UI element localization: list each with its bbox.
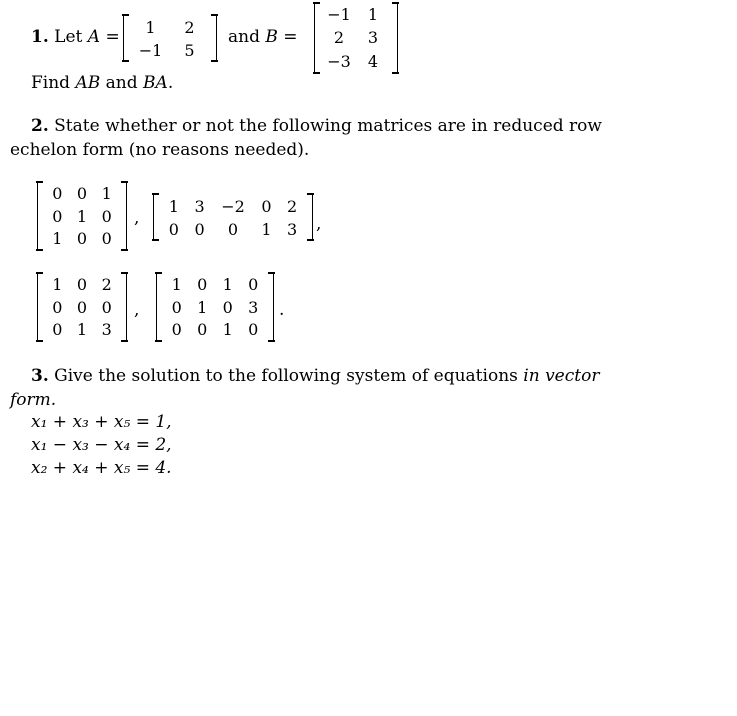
problem-1-and-b	[228, 27, 298, 47]
rref-matrix-1	[37, 181, 127, 251]
matrix-cell: 0	[248, 320, 259, 340]
matrix-cell: 2	[184, 18, 195, 37]
matrix-cell: 0	[227, 219, 239, 239]
matrix-cell: 0	[101, 229, 112, 249]
matrix-cell: 0	[76, 184, 88, 203]
rref-matrix-2	[153, 193, 313, 241]
matrix-cell: −3	[327, 51, 351, 71]
problem-1-intro: Let	[54, 27, 83, 47]
and-text: and	[228, 27, 260, 47]
matrix-cell: 0	[101, 297, 112, 317]
matrix-cell: 0	[168, 219, 179, 239]
matrix-cell: 0	[76, 297, 88, 317]
ab-product: AB	[75, 73, 101, 93]
problem-1-statement	[31, 27, 120, 47]
matrix-cell: 0	[52, 297, 63, 317]
matrix-cell: −2	[221, 197, 245, 216]
matrix-cell: 1	[145, 18, 156, 37]
matrix-cell: 0	[197, 275, 208, 294]
problem-2-text: State whether or not the following matrices are in reduced row	[54, 116, 602, 136]
matrix-b-label: B	[265, 27, 278, 47]
matrix-cell: 1	[101, 184, 112, 203]
rref-matrix-3	[37, 272, 127, 342]
separator-2: ,	[316, 214, 322, 234]
problem-3-line-2: form.	[10, 390, 57, 410]
matrix-a	[123, 14, 217, 62]
problem-1-number: 1.	[31, 27, 49, 47]
matrix-cell: 1	[261, 219, 272, 239]
problem-1-find	[31, 73, 173, 93]
matrix-cell: 1	[76, 320, 88, 340]
matrix-cell: 0	[222, 297, 233, 317]
matrix-b	[314, 2, 398, 74]
matrix-cell: 1	[76, 206, 88, 226]
matrix-cell: 0	[76, 275, 88, 294]
matrix-cell: 3	[367, 28, 379, 48]
matrix-a-label: A	[87, 27, 101, 47]
matrix-cell: 0	[52, 206, 63, 226]
find-text: Find	[31, 73, 71, 93]
matrix-cell: 4	[367, 51, 379, 71]
matrix-cell: 3	[194, 197, 205, 216]
problem-3-line-1	[31, 366, 599, 386]
problem-2-line-1	[31, 116, 602, 136]
equation-1: x₁ + x₃ + x₅ = 1,	[31, 412, 172, 432]
matrix-cell: 5	[184, 40, 195, 60]
matrix-cell: 1	[222, 275, 233, 294]
matrix-cell: 2	[101, 275, 112, 294]
find-period: .	[167, 73, 174, 93]
equals-sign: =	[105, 27, 120, 47]
matrix-cell: 3	[287, 219, 298, 239]
ba-product: BA	[143, 73, 168, 93]
matrix-cell: 1	[52, 229, 63, 249]
separator-4: .	[279, 300, 285, 320]
problem-2-line-2: echelon form (no reasons needed).	[10, 140, 310, 160]
matrix-cell: 0	[171, 320, 182, 340]
matrix-cell: 3	[248, 297, 259, 317]
find-and: and	[105, 73, 138, 93]
separator-3: ,	[134, 300, 140, 320]
matrix-cell: 0	[194, 219, 205, 239]
matrix-cell: 2	[333, 28, 345, 48]
matrix-cell: 1	[197, 297, 208, 317]
matrix-cell: 0	[52, 184, 63, 203]
rref-matrix-4	[156, 272, 274, 342]
problem-2-number: 2.	[31, 116, 49, 136]
matrix-cell: 1	[367, 5, 379, 24]
matrix-cell: −1	[138, 40, 163, 60]
equation-3: x₂ + x₄ + x₅ = 4.	[31, 458, 172, 478]
matrix-cell: 1	[171, 275, 182, 294]
problem-3-emphasis: in vector	[523, 366, 600, 386]
problem-3-number: 3.	[31, 366, 49, 386]
matrix-cell: 0	[248, 275, 259, 294]
matrix-cell: 1	[222, 320, 233, 340]
matrix-cell: 3	[101, 320, 112, 340]
matrix-cell: 0	[171, 297, 182, 317]
matrix-cell: 0	[101, 206, 112, 226]
matrix-cell: 1	[168, 197, 179, 216]
equation-2: x₁ − x₃ − x₄ = 2,	[31, 435, 172, 455]
equals-sign-b: =	[283, 27, 298, 47]
matrix-cell: 1	[52, 275, 63, 294]
matrix-cell: 0	[76, 229, 88, 249]
matrix-cell: 0	[52, 320, 63, 340]
matrix-cell: 0	[261, 197, 272, 216]
problem-3-text: Give the solution to the following system of equations	[54, 366, 518, 386]
matrix-cell: 0	[197, 320, 208, 340]
matrix-cell: 2	[287, 197, 298, 216]
separator-1: ,	[134, 208, 140, 228]
matrix-cell: −1	[327, 5, 351, 24]
